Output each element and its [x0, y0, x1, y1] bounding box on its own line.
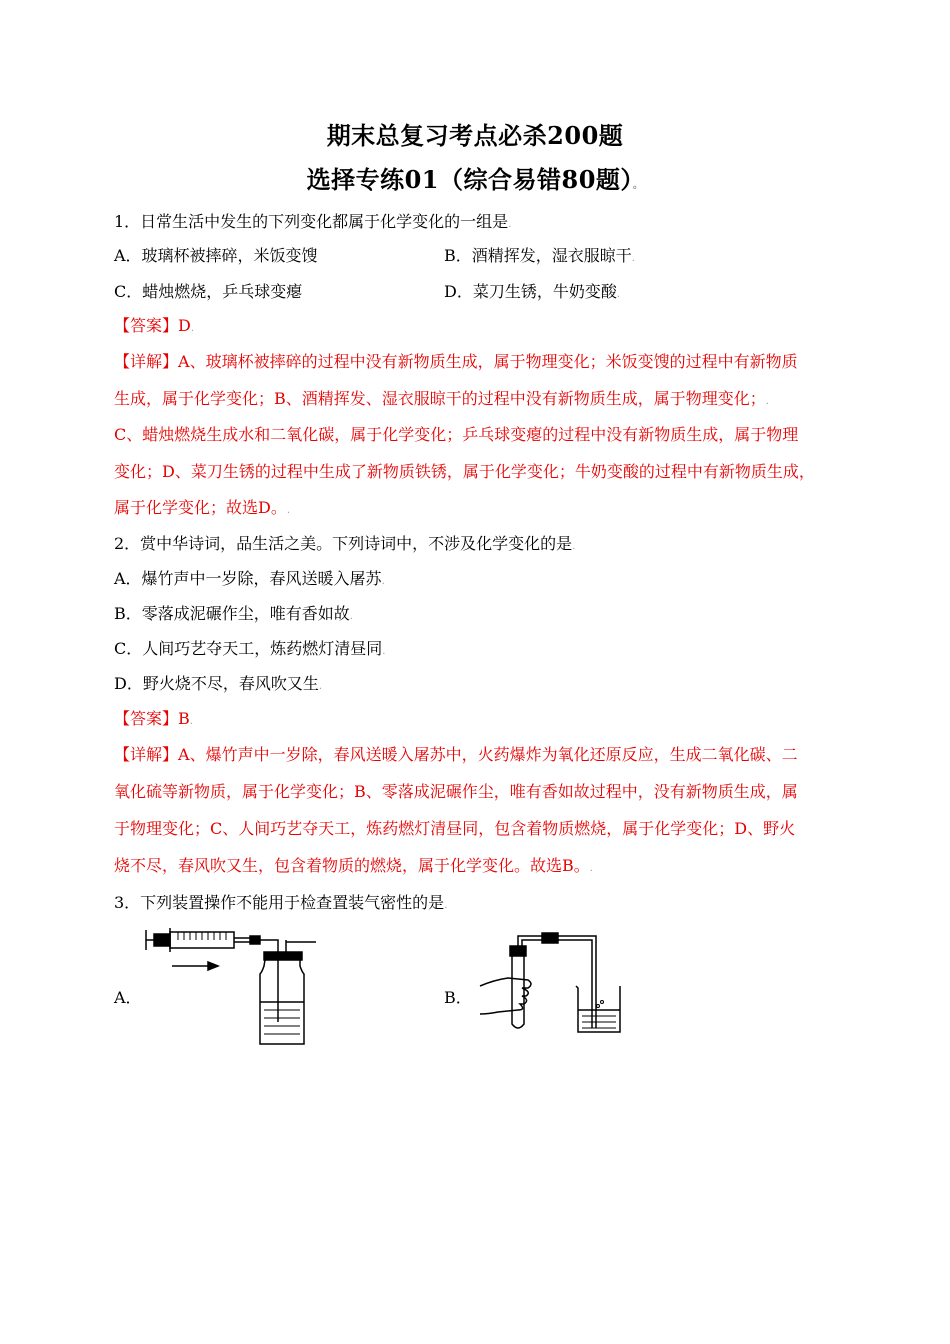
q2-detail-line-2: 氧化硫等新物质，属于化学变化；B、零落成泥碾作尘，唯有香如故过程中，没有新物质生成，属	[114, 782, 798, 801]
q1-detail-line-1: 【详解】A、玻璃杯被摔碎的过程中没有新物质生成，属于物理变化；米饭变馊的过程中有新物质	[114, 352, 798, 371]
q1-detail-line-4: 变化；D、菜刀生锈的过程中生成了新物质铁锈，属于化学变化；牛奶变酸的过程中有新物质生成，	[114, 462, 815, 481]
q3-option-a: A．	[114, 988, 142, 1007]
q1-option-c: C．蜡烛燃烧，乒乓球变瘪	[114, 282, 303, 301]
q1-option-b: B．酒精挥发，湿衣服晾干.	[444, 246, 635, 265]
q2-option-b: B．零落成泥碾作尘，唯有香如故.	[114, 604, 353, 623]
q1-detail-line-5: 属于化学变化；故选D。.	[114, 498, 291, 517]
q3-stem: 3．下列装置操作不能用于检查置装气密性的是.	[114, 893, 448, 912]
q1-answer: 【答案】D.	[114, 316, 195, 335]
q3-option-b: B．	[444, 988, 472, 1007]
q1-stem: 1．日常生活中发生的下列变化都属于化学变化的一组是.	[114, 212, 512, 231]
q2-detail-line-4: 烧不尽，春风吹又生，包含着物质的燃烧，属于化学变化。故选B。.	[114, 856, 593, 875]
page-subtitle: 选择专练01（综合易错80题）。	[306, 165, 644, 194]
q1-option-a: A．玻璃杯被摔碎，米饭变馊	[114, 246, 318, 265]
page-title: 期末总复习考点必杀200题	[326, 121, 624, 150]
q2-answer: 【答案】B.	[114, 709, 193, 728]
figure-a-syringe-apparatus	[140, 922, 330, 1052]
q2-detail-line-3: 于物理变化；C、人间巧艺夺天工，炼药燃灯清昼同，包含着物质燃烧，属于化学变化；D、野火	[114, 819, 796, 838]
q2-stem: 2．赏中华诗词，品生活之美。下列诗词中，不涉及化学变化的是.	[114, 534, 576, 553]
q1-detail-line-3: C、蜡烛燃烧生成水和二氧化碳，属于化学变化；乒乓球变瘪的过程中没有新物质生成，属于物理	[114, 425, 799, 444]
q1-detail-line-2: 生成，属于化学变化；B、酒精挥发、湿衣服晾干的过程中没有新物质生成，属于物理变化；.	[114, 389, 769, 408]
q2-option-a: A．爆竹声中一岁除，春风送暖入屠苏.	[114, 569, 385, 588]
q1-option-d: D．菜刀生锈，牛奶变酸.	[444, 282, 621, 301]
q2-detail-line-1: 【详解】A、爆竹声中一岁除，春风送暖入屠苏中，火药爆炸为氧化还原反应，生成二氧化碳、二	[114, 745, 798, 764]
q2-option-d: D．野火烧不尽，春风吹又生.	[114, 674, 323, 693]
figure-b-test-tube-beaker	[478, 924, 638, 1044]
q2-option-c: C．人间巧艺夺天工，炼药燃灯清昼同.	[114, 639, 386, 658]
